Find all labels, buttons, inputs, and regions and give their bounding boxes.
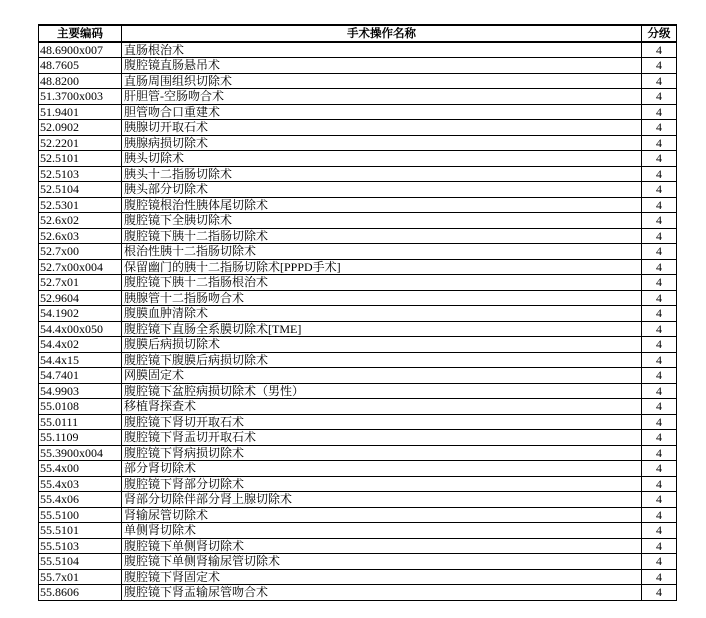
cell-grade: 4 (642, 445, 677, 461)
cell-code: 55.8606 (39, 585, 122, 601)
cell-name: 腹腔镜下腹膜后病损切除术 (122, 352, 642, 368)
cell-code: 54.9903 (39, 383, 122, 399)
cell-grade: 4 (642, 228, 677, 244)
cell-code: 55.5101 (39, 523, 122, 539)
cell-name: 腹腔镜下肾盂切开取石术 (122, 430, 642, 446)
table-row (39, 135, 677, 151)
cell-code: 55.7x01 (39, 569, 122, 585)
table-row (39, 151, 677, 167)
cell-grade: 4 (642, 120, 677, 136)
cell-name: 腹腔镜下肾部分切除术 (122, 476, 642, 492)
table-row (39, 321, 677, 337)
cell-name: 胆管吻合口重建术 (122, 104, 642, 120)
table-row (39, 228, 677, 244)
header-grade: 分级 (642, 25, 677, 42)
cell-name: 腹腔镜直肠悬吊术 (122, 58, 642, 74)
cell-grade: 4 (642, 476, 677, 492)
cell-grade: 4 (642, 507, 677, 523)
cell-name: 部分肾切除术 (122, 461, 642, 477)
table-body (39, 42, 677, 601)
table-row (39, 182, 677, 198)
cell-code: 55.0108 (39, 399, 122, 415)
cell-name: 直肠根治术 (122, 42, 642, 58)
cell-code: 55.1109 (39, 430, 122, 446)
cell-name: 腹膜后病损切除术 (122, 337, 642, 353)
cell-code: 51.3700x003 (39, 89, 122, 105)
cell-grade: 4 (642, 244, 677, 260)
cell-name: 腹腔镜下胰十二指肠切除术 (122, 228, 642, 244)
header-row (39, 25, 677, 42)
cell-code: 55.4x00 (39, 461, 122, 477)
table-row (39, 368, 677, 384)
cell-grade: 4 (642, 554, 677, 570)
table-row (39, 58, 677, 74)
table-row (39, 476, 677, 492)
cell-code: 55.0111 (39, 414, 122, 430)
cell-code: 52.5103 (39, 166, 122, 182)
cell-grade: 4 (642, 259, 677, 275)
procedure-table (38, 24, 677, 601)
cell-grade: 4 (642, 42, 677, 58)
table-row (39, 461, 677, 477)
cell-code: 48.6900x007 (39, 42, 122, 58)
cell-name: 胰头十二指肠切除术 (122, 166, 642, 182)
cell-grade: 4 (642, 492, 677, 508)
cell-name: 腹腔镜下肾盂输尿管吻合术 (122, 585, 642, 601)
table-row (39, 73, 677, 89)
table-row (39, 538, 677, 554)
cell-grade: 4 (642, 399, 677, 415)
cell-grade: 4 (642, 104, 677, 120)
cell-code: 52.5101 (39, 151, 122, 167)
cell-grade: 4 (642, 523, 677, 539)
cell-name: 腹腔镜下肾病损切除术 (122, 445, 642, 461)
cell-name: 腹腔镜下盆腔病损切除术（男性） (122, 383, 642, 399)
cell-grade: 4 (642, 213, 677, 229)
cell-name: 肾输尿管切除术 (122, 507, 642, 523)
table-row (39, 399, 677, 415)
cell-grade: 4 (642, 290, 677, 306)
cell-name: 胰头切除术 (122, 151, 642, 167)
header-name: 手术操作名称 (122, 25, 642, 42)
table-row (39, 89, 677, 105)
table-row (39, 569, 677, 585)
cell-code: 48.8200 (39, 73, 122, 89)
table-row (39, 445, 677, 461)
cell-code: 51.9401 (39, 104, 122, 120)
cell-grade: 4 (642, 352, 677, 368)
cell-code: 52.2201 (39, 135, 122, 151)
cell-code: 52.6x02 (39, 213, 122, 229)
cell-grade: 4 (642, 151, 677, 167)
cell-grade: 4 (642, 275, 677, 291)
cell-name: 胰头部分切除术 (122, 182, 642, 198)
cell-name: 保留幽门的胰十二指肠切除术[PPPD手术] (122, 259, 642, 275)
table-row (39, 507, 677, 523)
cell-code: 54.7401 (39, 368, 122, 384)
table-row (39, 414, 677, 430)
cell-code: 52.5104 (39, 182, 122, 198)
table-row (39, 337, 677, 353)
table-row (39, 585, 677, 601)
table-row (39, 430, 677, 446)
cell-name: 腹腔镜下肾切开取石术 (122, 414, 642, 430)
table-row (39, 213, 677, 229)
cell-grade: 4 (642, 368, 677, 384)
cell-grade: 4 (642, 383, 677, 399)
cell-name: 腹腔镜下肾固定术 (122, 569, 642, 585)
cell-grade: 4 (642, 306, 677, 322)
table-row (39, 197, 677, 213)
table-row (39, 120, 677, 136)
cell-grade: 4 (642, 461, 677, 477)
cell-code: 52.9604 (39, 290, 122, 306)
cell-name: 直肠周围组织切除术 (122, 73, 642, 89)
cell-name: 腹腔镜下直肠全系膜切除术[TME] (122, 321, 642, 337)
cell-grade: 4 (642, 585, 677, 601)
cell-grade: 4 (642, 569, 677, 585)
cell-code: 55.4x03 (39, 476, 122, 492)
cell-code: 54.4x00x050 (39, 321, 122, 337)
cell-grade: 4 (642, 197, 677, 213)
cell-name: 腹腔镜下单侧肾输尿管切除术 (122, 554, 642, 570)
table-row (39, 104, 677, 120)
table-row (39, 554, 677, 570)
cell-code: 52.0902 (39, 120, 122, 136)
cell-code: 52.7x00x004 (39, 259, 122, 275)
cell-name: 根治性胰十二指肠切除术 (122, 244, 642, 260)
cell-code: 55.5103 (39, 538, 122, 554)
cell-name: 肾部分切除伴部分肾上腺切除术 (122, 492, 642, 508)
cell-code: 55.5104 (39, 554, 122, 570)
cell-name: 胰腺切开取石术 (122, 120, 642, 136)
table-row (39, 42, 677, 58)
cell-code: 52.6x03 (39, 228, 122, 244)
table-row (39, 275, 677, 291)
cell-code: 52.7x00 (39, 244, 122, 260)
cell-grade: 4 (642, 73, 677, 89)
cell-grade: 4 (642, 89, 677, 105)
cell-grade: 4 (642, 182, 677, 198)
table-row (39, 492, 677, 508)
table-row (39, 306, 677, 322)
cell-code: 54.4x15 (39, 352, 122, 368)
table-row (39, 523, 677, 539)
cell-name: 腹腔镜根治性胰体尾切除术 (122, 197, 642, 213)
cell-code: 55.4x06 (39, 492, 122, 508)
cell-code: 55.3900x004 (39, 445, 122, 461)
cell-name: 网膜固定术 (122, 368, 642, 384)
cell-name: 肝胆管-空肠吻合术 (122, 89, 642, 105)
cell-name: 腹腔镜下单侧肾切除术 (122, 538, 642, 554)
header-code: 主要编码 (39, 25, 122, 42)
table-row (39, 352, 677, 368)
table-row (39, 166, 677, 182)
cell-grade: 4 (642, 337, 677, 353)
cell-grade: 4 (642, 135, 677, 151)
table-row (39, 244, 677, 260)
cell-grade: 4 (642, 321, 677, 337)
cell-grade: 4 (642, 430, 677, 446)
cell-name: 单侧肾切除术 (122, 523, 642, 539)
cell-name: 腹腔镜下胰十二指肠根治术 (122, 275, 642, 291)
cell-code: 54.4x02 (39, 337, 122, 353)
table-row (39, 290, 677, 306)
cell-name: 胰腺病损切除术 (122, 135, 642, 151)
document-page (38, 24, 676, 601)
cell-name: 移植肾探查术 (122, 399, 642, 415)
table-row (39, 259, 677, 275)
cell-code: 52.5301 (39, 197, 122, 213)
cell-code: 55.5100 (39, 507, 122, 523)
table-header (39, 25, 677, 42)
cell-grade: 4 (642, 58, 677, 74)
cell-name: 胰腺管十二指肠吻合术 (122, 290, 642, 306)
cell-grade: 4 (642, 166, 677, 182)
cell-grade: 4 (642, 538, 677, 554)
cell-grade: 4 (642, 414, 677, 430)
cell-code: 52.7x01 (39, 275, 122, 291)
cell-name: 腹腔镜下全胰切除术 (122, 213, 642, 229)
cell-code: 48.7605 (39, 58, 122, 74)
table-row (39, 383, 677, 399)
cell-name: 腹膜血肿清除术 (122, 306, 642, 322)
cell-code: 54.1902 (39, 306, 122, 322)
